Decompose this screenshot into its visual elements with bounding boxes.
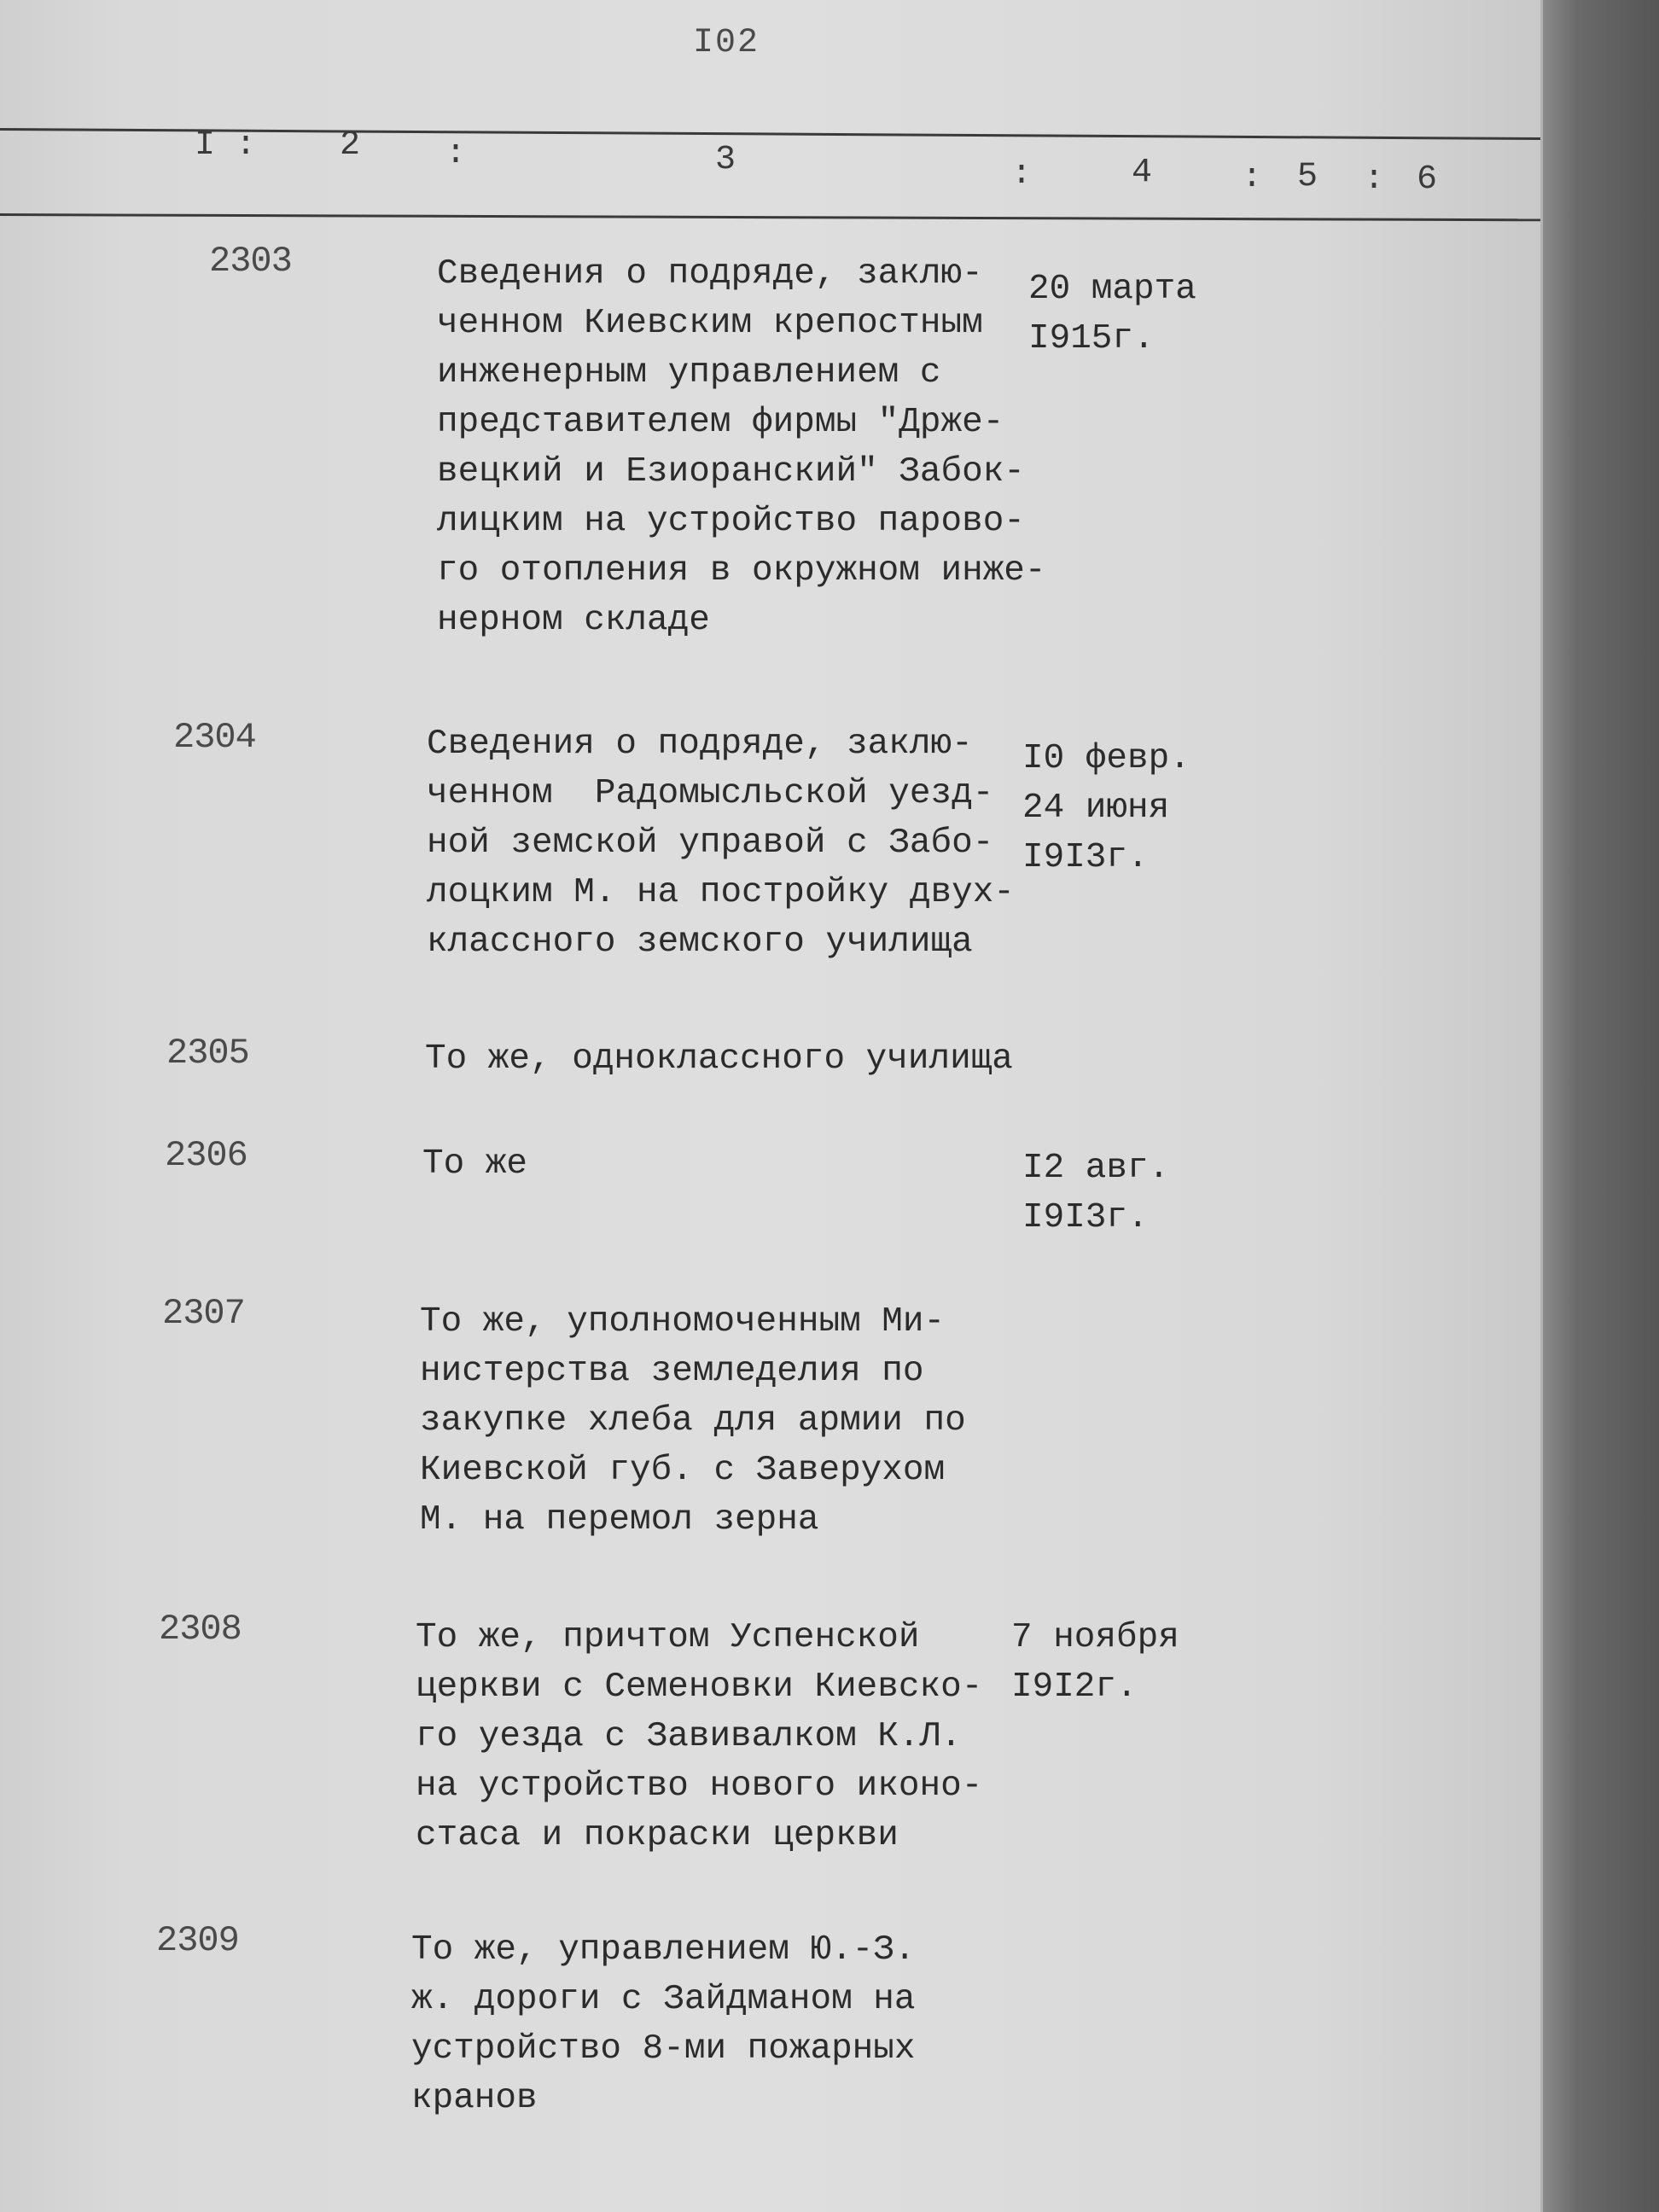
entry-number: 2309 — [156, 1920, 239, 1961]
column-separator: : — [236, 126, 257, 165]
entry-number: 2308 — [159, 1609, 242, 1650]
page-number: I02 — [693, 24, 760, 62]
entry-description: То же, уполномоченным Ми- нистерства земледелия по закупке хлеба для армии по Киевской губ. с Заверухом М. на перемол зерна — [420, 1302, 966, 1540]
column-header-4: 4 — [1132, 154, 1153, 192]
entry-number: 2306 — [165, 1135, 247, 1176]
column-separator: : — [1011, 155, 1033, 194]
column-separator: : — [445, 135, 467, 173]
header-top-rule — [0, 128, 1540, 140]
column-header-5: 5 — [1297, 158, 1318, 196]
column-header-6: 6 — [1417, 160, 1438, 199]
column-header-1: I — [195, 126, 216, 165]
column-separator: : — [1242, 159, 1263, 197]
column-header-2: 2 — [340, 126, 361, 165]
entry-description: Сведения о подряде, заклю- ченном Киевским крепостным инженерным управлением с представителем фирмы "Држе- вецкий и Езиоранский" Забок- лицким на устройство парово- го отопления в окружном инже- нерном складе — [437, 254, 1046, 640]
column-header-3: 3 — [715, 141, 736, 179]
entry-description: То же, управлением Ю.-З. ж. дороги с Зайдманом на устройство 8-ми пожарных кранов — [411, 1930, 916, 2118]
entry-date: 20 марта I915г. — [1028, 270, 1196, 358]
entry-date: I0 февр. 24 июня I9I3г. — [1022, 739, 1190, 877]
entry-date: I2 авг. I9I3г. — [1022, 1149, 1170, 1237]
column-separator: : — [1364, 160, 1385, 199]
header-bottom-rule — [0, 213, 1540, 221]
entry-number: 2303 — [209, 241, 292, 282]
entry-description: То же — [422, 1144, 528, 1184]
page-edge-shadow — [1543, 0, 1659, 2212]
entry-number: 2305 — [166, 1033, 249, 1074]
entry-description: Сведения о подряде, заклю- ченном Радомысльской уезд- ной земской управой с Забо- лоцким М. на постройку двух- классного земского училища — [427, 725, 1015, 962]
entry-date: 7 ноября I9I2г. — [1011, 1618, 1179, 1707]
entry-number: 2307 — [162, 1293, 245, 1334]
entry-description: То же, причтом Успенской церкви с Семеновки Киевско- го уезда с Завивалком К.Л. на устройство нового иконо- стаса и покраски церкви — [416, 1618, 983, 1855]
entry-description: То же, одноклассного училища — [425, 1039, 1013, 1079]
entry-number: 2304 — [173, 717, 256, 758]
